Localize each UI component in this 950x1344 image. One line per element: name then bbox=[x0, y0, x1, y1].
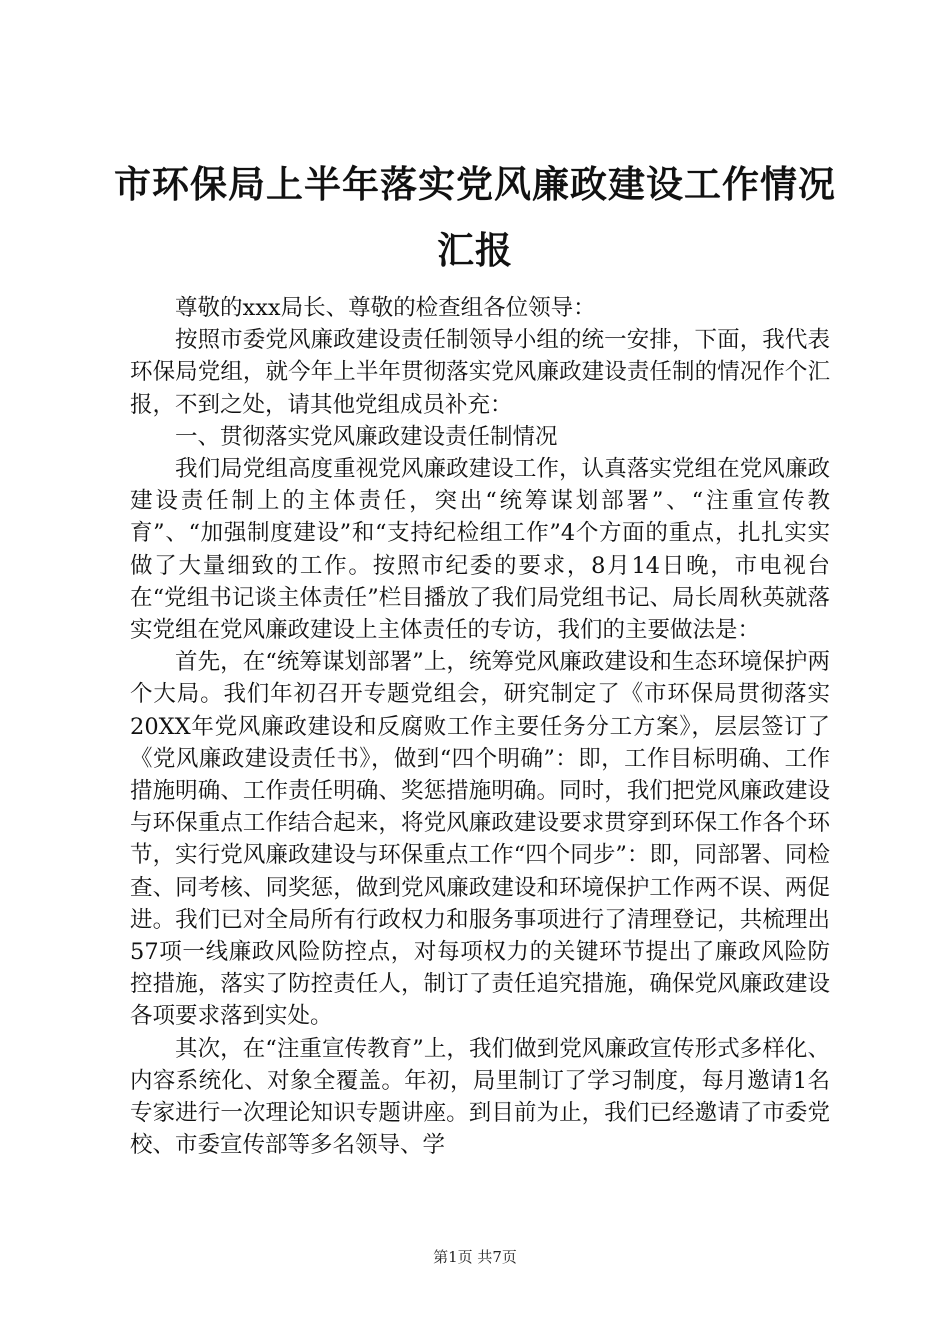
page-number-footer: 第1页 共7页 bbox=[433, 1248, 517, 1266]
document-title: 市环保局上半年落实党风廉政建设工作情况汇报 bbox=[114, 163, 836, 272]
intro-paragraph: 按照市委党风廉政建设责任制领导小组的统一安排，下面，我代表环保局党组，就今年上半年贯彻落实党风廉政建设责任制的情况作个汇报，不到之处，请其他党组成员补充： bbox=[130, 327, 830, 418]
salutation-paragraph: 尊敬的xxx局长、尊敬的检查组各位领导： bbox=[175, 295, 596, 321]
body-paragraph: 我们局党组高度重视党风廉政建设工作，认真落实党组在党风廉政建设责任制上的主体责任，突出“统筹谋划部署”、“注重宣传教育”、“加强制度建设”和“支持纪检组工作”4个方面的重点，扎扎实实做了大量细致的工作。按照市纪委的要求，8月14日晚，市电视台在“党组书记谈主体责任”栏目播放了我们局党组书记、局长周秋英就落实党组在党风廉政建设上主体责任的专访，我们的主要做法是： bbox=[130, 456, 830, 644]
section-heading: 一、贯彻落实党风廉政建设责任制情况 bbox=[175, 423, 558, 450]
body-paragraph: 其次，在“注重宣传教育”上，我们做到党风廉政宣传形式多样化、内容系统化、对象全覆盖。年初，局里制订了学习制度，每月邀请1名专家进行一次理论知识专题讲座。到目前为止，我们已经邀请了市委党校、市委宣传部等多名领导、学 bbox=[130, 1035, 830, 1159]
body-paragraph: 首先，在“统筹谋划部署”上，统筹党风廉政建设和生态环境保护两个大局。我们年初召开专题党组会，研究制定了《市环保局贯彻落实20XX年党风廉政建设和反腐败工作主要任务分工方案》，层层签订了《党风廉政建设责任书》，做到“四个明确”：即，工作目标明确、工作措施明确、工作责任明确、奖惩措施明确。同时，我们把党风廉政建设与环保重点工作结合起来，将党风廉政建设要求贯穿到环保工作各个环节，实行党风廉政建设与环保重点工作“四个同步”：即，同部署、同检查、同考核、同奖惩，做到党风廉政建设和环境保护工作两不误、两促进。我们已对全局所有行政权力和服务事项进行了清理登记，共梳理出57项一线廉政风险防控点，对每项权力的关键环节提出了廉政风险防控措施，落实了防控责任人，制订了责任追究措施，确保党风廉政建设各项要求落到实处。 bbox=[130, 649, 830, 1030]
document-body bbox=[130, 292, 830, 1161]
